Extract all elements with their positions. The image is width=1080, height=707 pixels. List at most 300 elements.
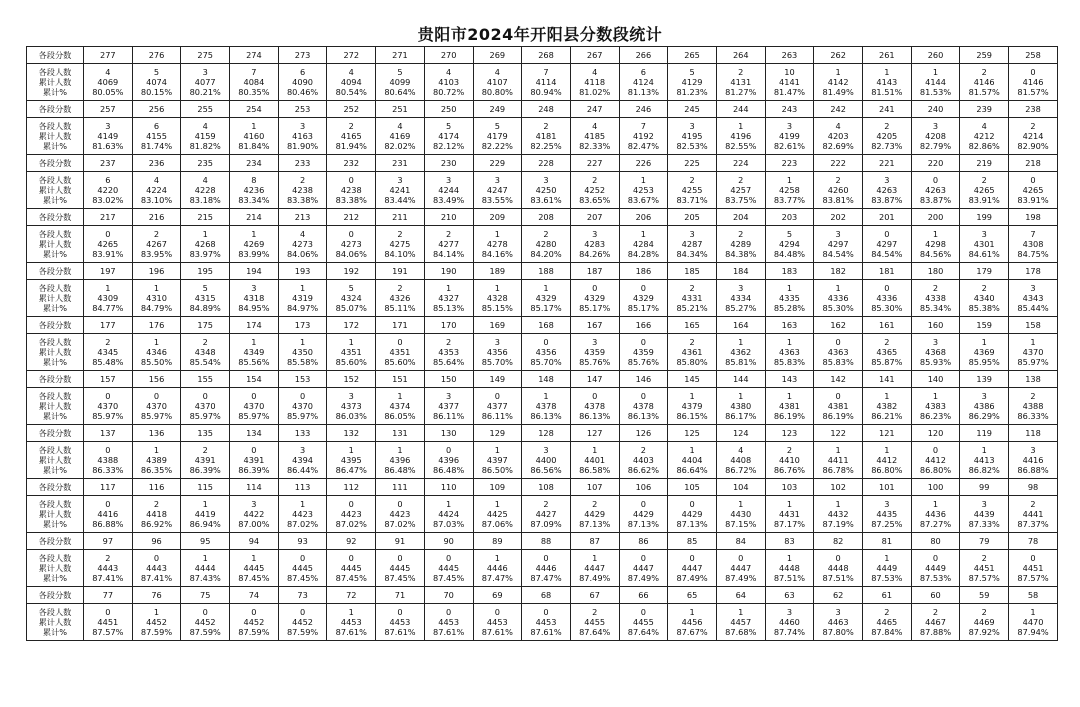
- score-cell: 174: [230, 317, 279, 334]
- cumulative-value: 4423: [340, 509, 362, 519]
- count-value: 1: [932, 499, 939, 509]
- percent-value: 85.27%: [725, 303, 757, 313]
- stats-cell: [960, 550, 1009, 587]
- score-cell: 196: [132, 263, 181, 280]
- percent-value: 82.53%: [676, 141, 708, 151]
- score-cell: 235: [181, 155, 230, 172]
- score-cell: 121: [863, 425, 912, 442]
- count-value: 1: [738, 499, 744, 509]
- cumulative-value: 4356: [486, 347, 508, 357]
- count-value: 3: [251, 283, 257, 293]
- stats-cell: [716, 172, 765, 209]
- stats-row-labels: [27, 64, 84, 101]
- percent-value: 87.25%: [871, 519, 903, 529]
- score-cell: 269: [473, 47, 522, 64]
- score-cell: 101: [863, 479, 912, 496]
- percent-value: 84.38%: [725, 249, 757, 259]
- percent-value: 83.49%: [433, 195, 465, 205]
- stats-cell: [473, 280, 522, 317]
- cumulative-label: 累计人数: [38, 239, 72, 249]
- cumulative-value: 4263: [876, 185, 898, 195]
- cumulative-value: 4431: [779, 509, 800, 519]
- score-cell: 277: [84, 47, 133, 64]
- count-value: 0: [640, 499, 647, 509]
- cumulative-value: 4199: [779, 131, 800, 141]
- score-cell: 118: [1009, 425, 1058, 442]
- score-row-label: 各段分数: [27, 533, 84, 550]
- count-value: 1: [689, 445, 695, 455]
- count-value: 3: [981, 391, 987, 401]
- stats-cell: [960, 280, 1009, 317]
- stats-cell: [716, 388, 765, 425]
- cumulative-value: 4077: [194, 77, 216, 87]
- score-cell: 253: [278, 101, 327, 118]
- cumulative-value: 4074: [146, 77, 167, 87]
- percent-value: 86.64%: [676, 465, 708, 475]
- percent-value: 85.44%: [1017, 303, 1049, 313]
- percent-value: 85.83%: [773, 357, 806, 367]
- count-value: 5: [786, 229, 793, 239]
- cumulative-value: 4114: [535, 77, 557, 87]
- score-cell: 139: [960, 371, 1009, 388]
- count-value: 1: [202, 499, 208, 509]
- score-cell: 114: [230, 479, 279, 496]
- percent-value: 87.61%: [481, 627, 513, 637]
- stats-cell: [278, 550, 327, 587]
- percent-value: 85.50%: [140, 357, 173, 367]
- count-value: 1: [494, 283, 500, 293]
- cumulative-value: 4445: [438, 563, 460, 573]
- count-value: 1: [786, 499, 793, 509]
- score-cell: 93: [278, 533, 327, 550]
- count-value: 0: [105, 391, 111, 401]
- score-cell: 227: [570, 155, 619, 172]
- stats-cell: [619, 604, 668, 641]
- percent-value: 80.21%: [189, 87, 221, 97]
- percent-value: 85.76%: [627, 357, 660, 367]
- count-value: 3: [1030, 445, 1036, 455]
- cumulative-value: 4103: [438, 77, 460, 87]
- score-row: [27, 209, 1058, 226]
- stats-cell: [570, 496, 619, 533]
- stats-cell: [911, 64, 960, 101]
- cumulative-value: 4445: [389, 563, 411, 573]
- percent-value: 86.23%: [919, 411, 952, 421]
- count-value: 1: [738, 121, 744, 131]
- count-value: 2: [592, 607, 598, 617]
- count-value: 0: [251, 445, 257, 455]
- stats-cell: [230, 280, 279, 317]
- stats-cell: [84, 604, 133, 641]
- count-value: 5: [494, 121, 500, 131]
- stats-cell: [473, 442, 522, 479]
- count-value: 3: [105, 121, 111, 131]
- stats-cell: [376, 388, 425, 425]
- count-value: 1: [251, 337, 257, 347]
- count-value: 2: [202, 445, 208, 455]
- stats-cell: [765, 118, 814, 155]
- stats-cell: [668, 388, 717, 425]
- percent-value: 81.63%: [92, 141, 124, 151]
- count-value: 2: [738, 229, 744, 239]
- score-cell: 76: [132, 587, 181, 604]
- score-cell: 169: [473, 317, 522, 334]
- count-value: 0: [202, 607, 208, 617]
- stats-cell: [376, 64, 425, 101]
- cumulative-value: 4362: [730, 347, 752, 357]
- cumulative-value: 4457: [730, 617, 752, 627]
- cumulative-value: 4141: [779, 77, 800, 87]
- score-cell: 276: [132, 47, 181, 64]
- count-value: 3: [884, 175, 890, 185]
- count-value: 2: [981, 67, 987, 77]
- score-row: [27, 317, 1058, 334]
- stats-cell: [863, 172, 912, 209]
- score-cell: 108: [522, 479, 571, 496]
- score-cell: 120: [911, 425, 960, 442]
- score-cell: 141: [863, 371, 912, 388]
- count-value: 2: [397, 283, 403, 293]
- stats-row: [27, 388, 1058, 425]
- score-cell: 146: [619, 371, 668, 388]
- percent-value: 84.54%: [871, 249, 903, 259]
- percent-value: 85.30%: [871, 303, 903, 313]
- score-cell: 189: [473, 263, 522, 280]
- stats-cell: [376, 280, 425, 317]
- percent-value: 87.92%: [968, 627, 1000, 637]
- percent-value: 86.94%: [189, 519, 221, 529]
- stats-cell: [327, 442, 376, 479]
- count-value: 0: [397, 607, 403, 617]
- stats-cell: [473, 604, 522, 641]
- count-value: 0: [884, 283, 890, 293]
- stats-row: [27, 64, 1058, 101]
- stats-cell: [570, 172, 619, 209]
- score-cell: 113: [278, 479, 327, 496]
- score-cell: 98: [1009, 479, 1058, 496]
- percent-value: 83.97%: [189, 249, 221, 259]
- percent-value: 87.51%: [822, 573, 854, 583]
- percent-label: 累计%: [42, 519, 68, 529]
- percent-value: 86.80%: [919, 465, 952, 475]
- score-cell: 180: [911, 263, 960, 280]
- cumulative-label: 累计人数: [38, 617, 72, 627]
- percent-value: 85.13%: [433, 303, 465, 313]
- count-value: 0: [835, 391, 841, 401]
- stats-cell: [716, 226, 765, 263]
- cumulative-value: 4149: [97, 131, 119, 141]
- percent-value: 86.33%: [92, 465, 124, 475]
- score-row-label: 各段分数: [27, 587, 84, 604]
- cumulative-value: 4452: [243, 617, 265, 627]
- score-cell: 136: [132, 425, 181, 442]
- stats-cell: [181, 172, 230, 209]
- score-cell: 124: [716, 425, 765, 442]
- cumulative-value: 4220: [97, 185, 119, 195]
- cumulative-value: 4419: [194, 509, 216, 519]
- stats-cell: [181, 496, 230, 533]
- score-cell: 243: [765, 101, 814, 118]
- score-cell: 148: [522, 371, 571, 388]
- score-cell: 105: [668, 479, 717, 496]
- stats-cell: [911, 496, 960, 533]
- stats-cell: [132, 64, 181, 101]
- percent-value: 81.27%: [725, 87, 757, 97]
- percent-value: 85.97%: [140, 411, 173, 421]
- score-cell: 66: [619, 587, 668, 604]
- count-value: 1: [1030, 607, 1036, 617]
- count-value: 3: [251, 499, 257, 509]
- percent-value: 83.81%: [822, 195, 854, 205]
- percent-value: 82.47%: [627, 141, 660, 151]
- score-cell: 209: [473, 209, 522, 226]
- count-value: 1: [494, 229, 500, 239]
- count-value: 2: [299, 175, 306, 185]
- score-cell: 221: [863, 155, 912, 172]
- count-value: 2: [543, 229, 549, 239]
- count-value: 2: [105, 337, 111, 347]
- score-cell: 179: [960, 263, 1009, 280]
- percent-value: 86.44%: [286, 465, 319, 475]
- percent-value: 86.39%: [189, 465, 221, 475]
- cumulative-value: 4174: [438, 131, 460, 141]
- stats-cell: [863, 442, 912, 479]
- count-value: 3: [494, 337, 500, 347]
- percent-value: 81.23%: [676, 87, 708, 97]
- cumulative-value: 4324: [340, 293, 362, 303]
- score-cell: 185: [668, 263, 717, 280]
- percent-value: 86.78%: [822, 465, 854, 475]
- cumulative-value: 4181: [535, 131, 557, 141]
- count-value: 1: [251, 553, 257, 563]
- cumulative-value: 4084: [243, 77, 265, 87]
- cumulative-value: 4370: [1022, 347, 1044, 357]
- percent-value: 85.76%: [579, 357, 611, 367]
- cumulative-value: 4467: [925, 617, 946, 627]
- percent-value: 87.61%: [530, 627, 562, 637]
- stats-cell: [132, 118, 181, 155]
- score-cell: 138: [1009, 371, 1058, 388]
- count-value: 1: [786, 337, 793, 347]
- score-row-label: 各段分数: [27, 479, 84, 496]
- cumulative-value: 4315: [194, 293, 216, 303]
- score-cell: 188: [522, 263, 571, 280]
- stats-row-labels: [27, 496, 84, 533]
- count-value: 1: [884, 67, 890, 77]
- count-value: 2: [786, 445, 793, 455]
- count-value: 4: [592, 121, 598, 131]
- score-cell: 133: [278, 425, 327, 442]
- stats-cell: [619, 496, 668, 533]
- percent-label: 累计%: [42, 249, 68, 259]
- count-value: 0: [932, 445, 939, 455]
- score-distribution-table: [26, 46, 1058, 641]
- cumulative-value: 4378: [632, 401, 654, 411]
- score-cell: 262: [814, 47, 863, 64]
- score-cell: 107: [570, 479, 619, 496]
- cumulative-value: 4241: [389, 185, 411, 195]
- stats-cell: [230, 334, 279, 371]
- count-value: 1: [299, 283, 306, 293]
- cumulative-value: 4349: [243, 347, 265, 357]
- score-cell: 161: [863, 317, 912, 334]
- cumulative-value: 4378: [535, 401, 557, 411]
- score-cell: 142: [814, 371, 863, 388]
- percent-value: 81.49%: [822, 87, 854, 97]
- stats-cell: [230, 118, 279, 155]
- cumulative-value: 4353: [438, 347, 460, 357]
- cumulative-value: 4451: [97, 617, 119, 627]
- stats-cell: [1009, 334, 1058, 371]
- score-cell: 234: [230, 155, 279, 172]
- stats-row: [27, 280, 1058, 317]
- percent-value: 83.44%: [384, 195, 416, 205]
- cumulative-value: 4451: [973, 563, 995, 573]
- stats-cell: [84, 334, 133, 371]
- stats-cell: [863, 496, 912, 533]
- cumulative-value: 4159: [194, 131, 216, 141]
- stats-row: [27, 496, 1058, 533]
- stats-cell: [473, 334, 522, 371]
- score-cell: 257: [84, 101, 133, 118]
- stats-cell: [911, 604, 960, 641]
- stats-cell: [1009, 496, 1058, 533]
- cumulative-value: 4443: [146, 563, 167, 573]
- percent-value: 85.07%: [335, 303, 367, 313]
- score-cell: 191: [376, 263, 425, 280]
- stats-cell: [911, 118, 960, 155]
- stats-cell: [814, 388, 863, 425]
- stats-row-labels: [27, 280, 84, 317]
- percent-value: 83.87%: [919, 195, 952, 205]
- percent-value: 83.38%: [286, 195, 319, 205]
- percent-value: 87.49%: [725, 573, 757, 583]
- cumulative-value: 4224: [146, 185, 167, 195]
- percent-value: 85.97%: [286, 411, 319, 421]
- score-cell: 155: [181, 371, 230, 388]
- percent-label: 累计%: [42, 573, 68, 583]
- score-cell: 71: [376, 587, 425, 604]
- stats-cell: [132, 172, 181, 209]
- stats-cell: [960, 604, 1009, 641]
- count-value: 3: [738, 283, 744, 293]
- stats-cell: [765, 64, 814, 101]
- percent-value: 80.72%: [433, 87, 465, 97]
- percent-value: 87.45%: [335, 573, 367, 583]
- stats-cell: [668, 64, 717, 101]
- percent-value: 85.93%: [919, 357, 952, 367]
- score-cell: 173: [278, 317, 327, 334]
- stats-row-labels: [27, 334, 84, 371]
- score-cell: 88: [522, 533, 571, 550]
- count-value: 3: [397, 175, 403, 185]
- percent-value: 87.37%: [1017, 519, 1049, 529]
- score-cell: 144: [716, 371, 765, 388]
- cumulative-value: 4351: [389, 347, 411, 357]
- cumulative-value: 4365: [876, 347, 898, 357]
- stats-cell: [522, 496, 571, 533]
- cumulative-value: 4228: [194, 185, 216, 195]
- score-cell: 62: [814, 587, 863, 604]
- count-value: 3: [1030, 283, 1036, 293]
- score-cell: 247: [570, 101, 619, 118]
- percent-value: 87.61%: [433, 627, 465, 637]
- stats-cell: [230, 442, 279, 479]
- stats-cell: [863, 334, 912, 371]
- stats-cell: [668, 604, 717, 641]
- percent-value: 83.91%: [968, 195, 1000, 205]
- stats-cell: [327, 550, 376, 587]
- percent-value: 87.84%: [871, 627, 903, 637]
- stats-cell: [960, 496, 1009, 533]
- percent-value: 86.05%: [384, 411, 416, 421]
- score-row-label: 各段分数: [27, 425, 84, 442]
- cumulative-value: 4391: [194, 455, 216, 465]
- cumulative-value: 4263: [925, 185, 946, 195]
- cumulative-label: 累计人数: [38, 347, 72, 357]
- count-value: 1: [592, 553, 598, 563]
- score-cell: 183: [765, 263, 814, 280]
- cumulative-value: 4445: [243, 563, 265, 573]
- score-cell: 275: [181, 47, 230, 64]
- count-value: 1: [786, 283, 793, 293]
- percent-value: 85.64%: [433, 357, 465, 367]
- score-cell: 259: [960, 47, 1009, 64]
- count-value: 0: [1030, 175, 1036, 185]
- score-cell: 177: [84, 317, 133, 334]
- cumulative-value: 4346: [146, 347, 167, 357]
- score-cell: 111: [376, 479, 425, 496]
- cumulative-value: 4453: [486, 617, 508, 627]
- score-cell: 219: [960, 155, 1009, 172]
- cumulative-value: 4265: [973, 185, 995, 195]
- cumulative-value: 4447: [584, 563, 606, 573]
- percent-value: 86.15%: [676, 411, 708, 421]
- percent-value: 86.76%: [773, 465, 806, 475]
- cumulative-value: 4179: [486, 131, 508, 141]
- count-value: 5: [689, 67, 695, 77]
- cumulative-value: 4278: [486, 239, 508, 249]
- score-cell: 125: [668, 425, 717, 442]
- percent-value: 81.57%: [968, 87, 1000, 97]
- score-cell: 99: [960, 479, 1009, 496]
- score-cell: 168: [522, 317, 571, 334]
- cumulative-value: 4410: [779, 455, 800, 465]
- count-value: 1: [835, 67, 841, 77]
- count-value: 0: [543, 607, 549, 617]
- score-cell: 59: [960, 587, 1009, 604]
- stats-cell: [716, 604, 765, 641]
- stats-cell: [327, 172, 376, 209]
- cumulative-value: 4359: [584, 347, 606, 357]
- count-value: 8: [251, 175, 257, 185]
- stats-cell: [424, 334, 473, 371]
- cumulative-value: 4118: [584, 77, 606, 87]
- percent-value: 81.47%: [773, 87, 806, 97]
- score-cell: 164: [716, 317, 765, 334]
- stats-cell: [522, 388, 571, 425]
- score-cell: 72: [327, 587, 376, 604]
- count-value: 1: [397, 445, 403, 455]
- percent-value: 80.05%: [92, 87, 124, 97]
- stats-cell: [863, 280, 912, 317]
- stats-cell: [960, 388, 1009, 425]
- stats-cell: [230, 604, 279, 641]
- stats-cell: [814, 334, 863, 371]
- count-value: 2: [981, 283, 987, 293]
- page-title: 贵阳市2024年开阳县分数段统计: [417, 25, 663, 44]
- cumulative-value: 4129: [681, 77, 703, 87]
